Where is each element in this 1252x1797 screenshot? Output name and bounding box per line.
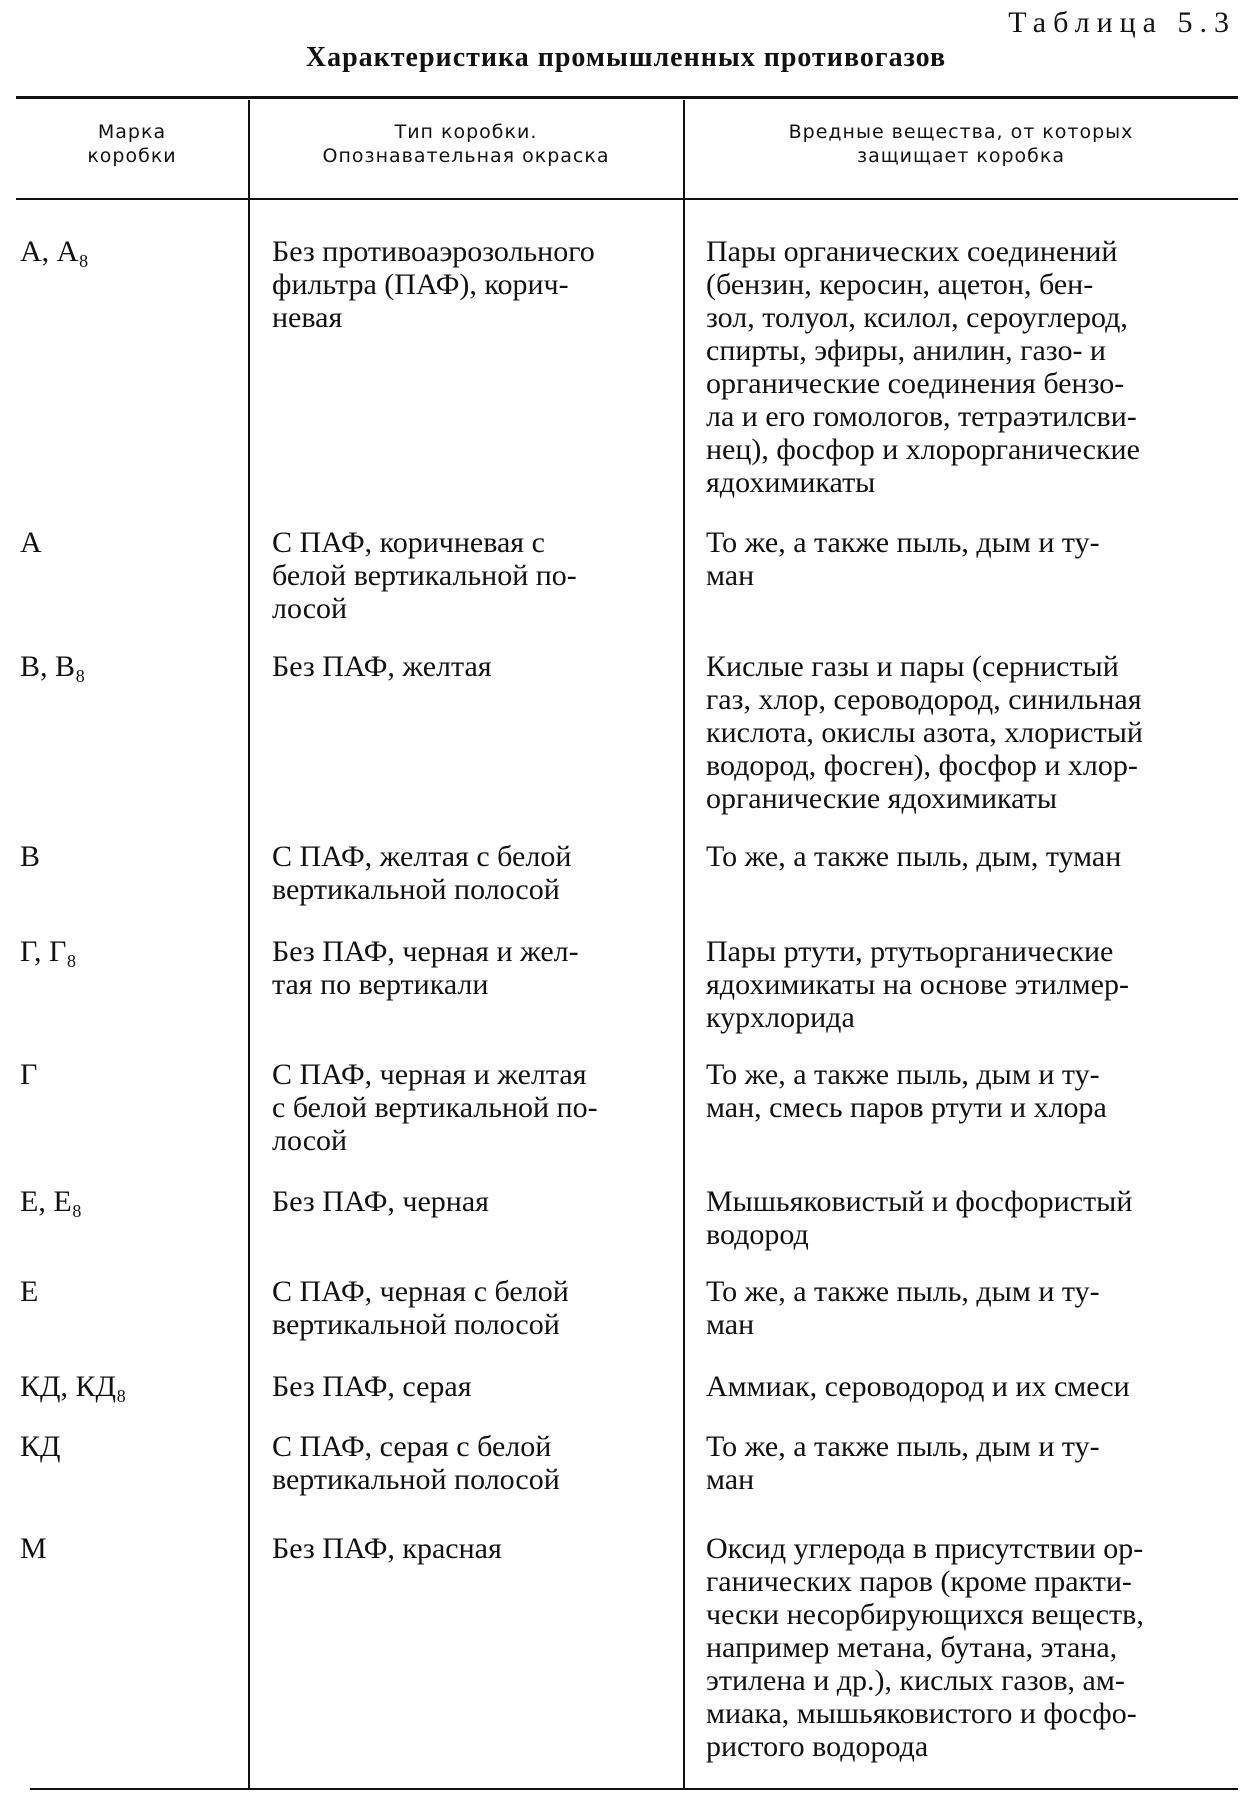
cell-mark: КД, КД₈: [20, 1370, 127, 1403]
cell-substances: Мышьяковистый и фосфористый водород: [706, 1185, 1133, 1251]
cell-substances: Оксид углерода в присутствии ор- ганических паров (кроме практи- чески несорбирующихся веществ, например метана, бутана, этана, этилена и др.), кислых газов, ам- миака, мышьяковистого и фосфо- ристого водорода: [706, 1532, 1144, 1763]
cell-type: Без ПАФ, черная: [272, 1185, 489, 1218]
table-title: Характеристика промышленных противогазов: [305, 42, 947, 73]
cell-mark: Г: [20, 1058, 38, 1091]
cell-mark: В: [20, 840, 41, 873]
cell-type: С ПАФ, коричневая с белой вертикальной по- лосой: [272, 526, 577, 625]
cell-mark: Е: [20, 1275, 39, 1308]
cell-substances: Аммиак, сероводород и их смеси: [706, 1370, 1130, 1403]
cell-substances: То же, а также пыль, дым и ту- ман: [706, 1430, 1100, 1496]
cell-mark: А, А₈: [20, 235, 89, 268]
header-type: Тип коробки. Опознавательная окраска: [322, 121, 610, 167]
table-top-rule: [16, 96, 1238, 99]
cell-type: С ПАФ, черная и желтая с белой вертикальной по- лосой: [272, 1058, 598, 1157]
cell-type: С ПАФ, желтая с белой вертикальной полосой: [272, 840, 572, 906]
cell-mark: А: [20, 526, 42, 559]
cell-type: Без ПАФ, серая: [272, 1370, 472, 1403]
cell-mark: М: [20, 1532, 47, 1565]
cell-mark: В, В₈: [20, 650, 86, 683]
cell-type: С ПАФ, серая с белой вертикальной полосой: [272, 1430, 560, 1496]
cell-mark: КД: [20, 1430, 61, 1463]
cell-type: С ПАФ, черная с белой вертикальной полосой: [272, 1275, 569, 1341]
column-divider-2: [683, 100, 685, 1788]
cell-substances: То же, а также пыль, дым и ту- ман, смесь паров ртути и хлора: [706, 1058, 1107, 1124]
cell-mark: Г, Г₈: [20, 935, 77, 968]
header-mark: Марка коробки: [87, 121, 177, 167]
cell-type: Без противоаэрозольного фильтра (ПАФ), корич- невая: [272, 235, 595, 334]
table-number: Таблица 5.3: [1008, 6, 1236, 39]
table-bottom-rule: [30, 1788, 1238, 1790]
cell-substances: То же, а также пыль, дым, туман: [706, 840, 1122, 873]
cell-type: Без ПАФ, красная: [272, 1532, 502, 1565]
cell-mark: Е, Е₈: [20, 1185, 83, 1218]
table-header-rule: [16, 198, 1238, 200]
cell-substances: Пары ртути, ртутьорганические ядохимикаты на основе этилмер- курхлорида: [706, 935, 1129, 1034]
cell-type: Без ПАФ, черная и жел- тая по вертикали: [272, 935, 579, 1001]
cell-substances: То же, а также пыль, дым и ту- ман: [706, 526, 1100, 592]
header-substances: Вредные вещества, от которых защищает коробка: [788, 121, 1134, 167]
cell-substances: Кислые газы и пары (сернистый газ, хлор, сероводород, синильная кислота, окислы азота, хлористый водород, фосген), фосфор и хлор- органические ядохимикаты: [706, 650, 1143, 815]
column-divider-1: [248, 100, 250, 1788]
cell-substances: Пары органических соединений (бензин, керосин, ацетон, бен- зол, толуол, ксилол, сероуглерод, спирты, эфиры, анилин, газо- и органические соединения бензо- ла и его гомологов, тетраэтилсви- нец), фосфор и хлорорганические ядохимикаты: [706, 235, 1140, 499]
cell-type: Без ПАФ, желтая: [272, 650, 492, 683]
cell-substances: То же, а также пыль, дым и ту- ман: [706, 1275, 1100, 1341]
